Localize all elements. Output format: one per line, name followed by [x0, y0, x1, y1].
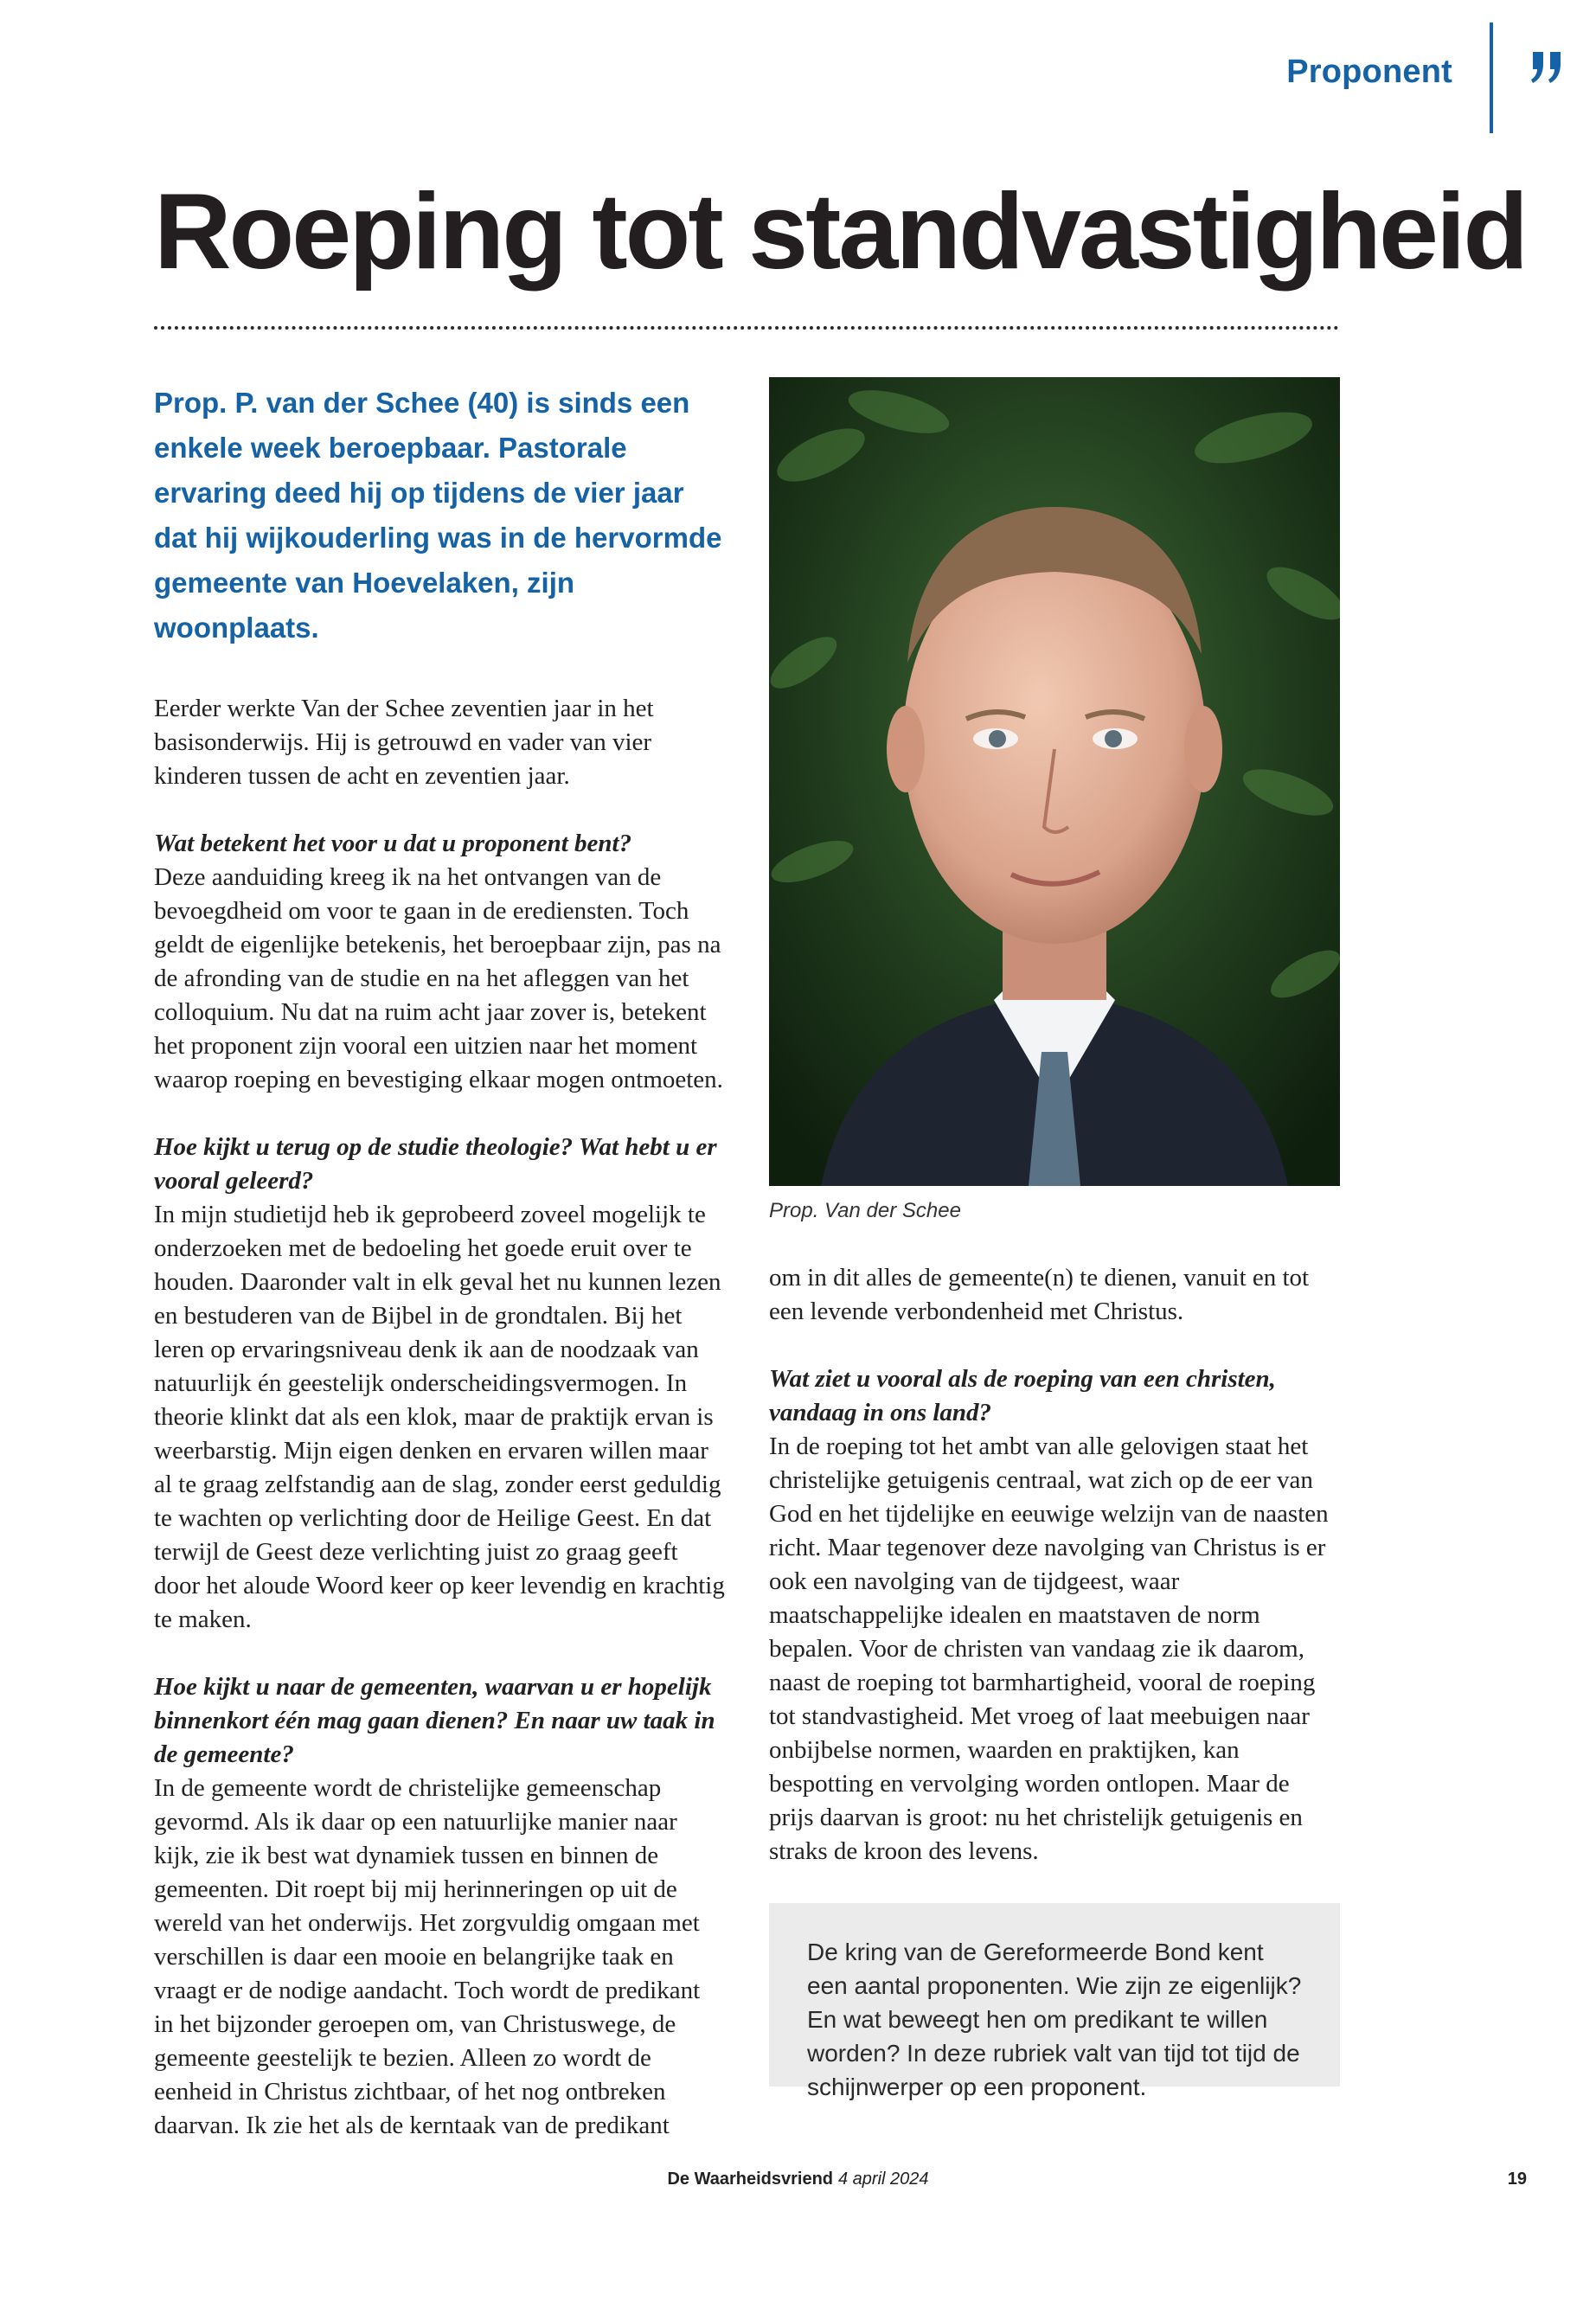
page-number: 19: [1507, 2170, 1527, 2189]
left-column: [154, 381, 725, 2143]
answer-3-continued: om in dit alles de gemeente(n) te dienen, vanuit en tot een levende verbondenheid met Christus.: [769, 1264, 1310, 1325]
article-title: Roeping tot standvastigheid: [154, 172, 1527, 292]
answer-2: In mijn studietijd heb ik geprobeerd zoveel mogelijk te onderzoeken met de bedoeling het goede eruit over te houden. Daaronder valt in elk geval het nu kunnen lezen en bestuderen van de Bijbel in de grondtalen. Bij het leren op ervaringsniveau denk ik aan de noodzaak van natuurlijk én geestelijk onderscheidingsvermogen. In theorie klinkt dat als een klok, maar de praktijk ervan is weerbarstig. Mijn eigen denken en ervaren willen maar al te graag zelfstandig aan de slag, zonder eerst geduldig te wachten op verlichting door de Heilige Geest. En dat terwijl de Geest deze verlichting juist zo graag geeft door het aloude Woord keer op keer levendig en krachtig te maken.: [154, 1201, 725, 1633]
lead-paragraph: Eerder werkte Van der Schee zeventien jaar in het basisonderwijs. Hij is getrouwd en vader van vier kinderen tussen de acht en zeventien jaar.: [154, 695, 654, 790]
article-intro: Prop. P. van der Schee (40) is sinds een enkele week beroepbaar. Pastorale ervaring deed hij op tijdens de vier jaar dat hij wijkouderling was in de hervormde gemeente van Hoevelaken, zijn woonplaats.: [154, 387, 722, 644]
publication-name: De Waarheidsvriend: [667, 2170, 833, 2189]
section-label: Proponent: [1286, 54, 1452, 90]
answer-1: Deze aanduiding kreeg ik na het ontvangen van de bevoegdheid om voor te gaan in de erediensten. Toch geldt de eigenlijke betekenis, het beroepbaar zijn, pas na de afronding van de studie en na het afleggen van het colloquium. Nu dat na ruim acht jaar zover is, betekent het proponent zijn vooral een uitzien naar het moment waarop roeping en bevestiging elkaar mogen ontmoeten.: [154, 863, 723, 1093]
header-divider: [1490, 22, 1493, 133]
question-2: Hoe kijkt u terug op de studie theologie? Wat hebt u er vooral geleerd?: [154, 1133, 717, 1195]
footer: [0, 2170, 1596, 2189]
publication-date: 4 april 2024: [838, 2170, 929, 2189]
question-1: Wat betekent het voor u dat u proponent bent?: [154, 830, 632, 857]
info-box: [769, 1903, 1340, 2100]
answer-4: In de roeping tot het ambt van alle gelovigen staat het christelijke getuigenis centraal, wat zich op de eer van God en het tijdelijke en eeuwige welzijn van de naasten richt. Maar tegenover deze navolging van Christus is er ook een navolging van de tijdgeest, waar maatschappelijke idealen en maatstaven de norm bepalen. Voor de christen van vandaag zie ik daarom, naast de roeping tot barmhartigheid, vooral de roeping tot standvastigheid. Met vroeg of laat meebuigen naar onbijbelse normen, waarden en praktijken, kan bespotting en vervolging worden ontlopen. Maar de prijs daarvan is groot: nu het christelijk getuigenis en straks de kroon des levens.: [769, 1433, 1329, 1865]
question-3: Hoe kijkt u naar de gemeenten, waarvan u er hopelijk binnenkort één mag gaan dienen? En naar uw taak in de gemeente?: [154, 1673, 715, 1768]
question-4: Wat ziet u vooral als de roeping van een christen, vandaag in ons land?: [769, 1365, 1276, 1426]
portrait-photo: [769, 377, 1340, 1186]
info-box-text: De kring van de Gereformeerde Bond kent een aantal proponenten. Wie zijn ze eigenlijk? En wat beweegt hen om predikant te willen worden? In deze rubriek valt van tijd tot tijd de schijnwerper op een proponent.: [807, 1939, 1302, 2100]
quote-icon: [1529, 48, 1564, 87]
photo-caption: Prop. Van der Schee: [769, 1199, 961, 1222]
right-column: [769, 1261, 1340, 1868]
title-divider: [154, 326, 1339, 330]
answer-3: In de gemeente wordt de christelijke gemeenschap gevormd. Als ik daar op een natuurlijke manier naar kijk, zie ik best wat dynamiek tussen en binnen de gemeenten. Dit roept bij mij herinneringen op uit de wereld van het onderwijs. Het zorgvuldig omgaan met verschillen is daar een mooie en belangrijke taak en vraagt er de nodige aandacht. Toch wordt de predikant in het bijzonder geroepen om, van Christuswege, de gemeente geestelijk te bezien. Alleen zo wordt de eenheid in Christus zichtbaar, of het nog ontbreken daarvan. Ik zie het als de kerntaak van de predikant: [154, 1774, 701, 2139]
